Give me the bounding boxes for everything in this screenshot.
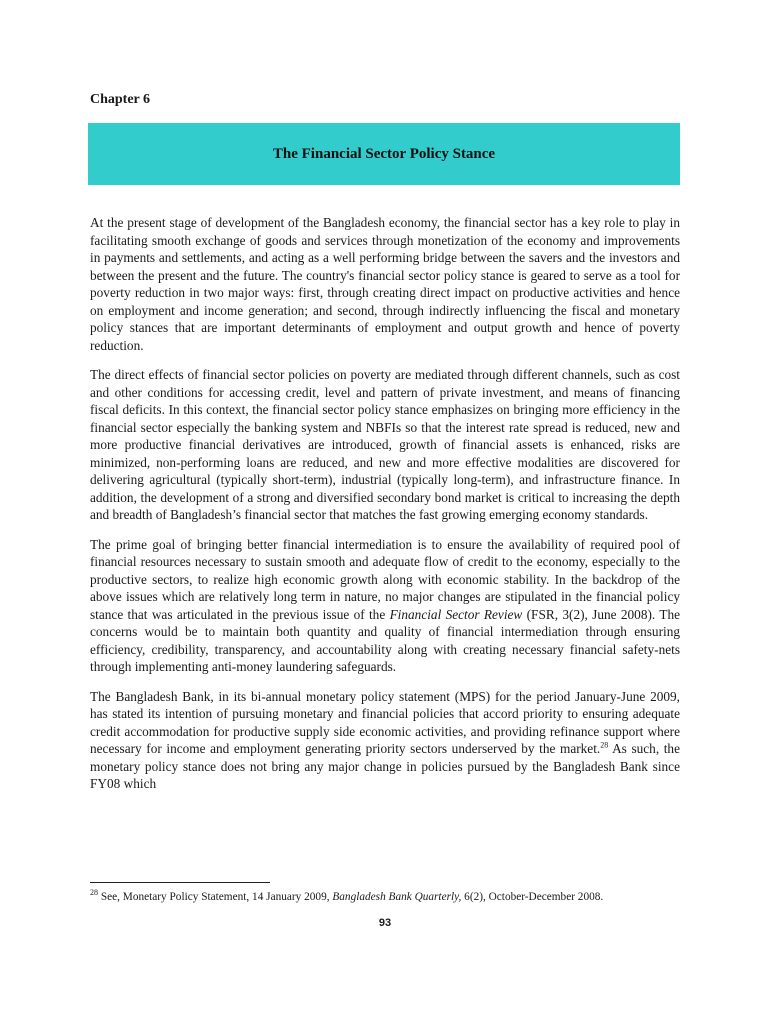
paragraph-4-text-b: As such, the monetary policy stance does not bring any major change in policies pursued by the Bangladesh Bank since FY08 which [90,741,680,791]
footnote-text-b: 6(2), October-December 2008. [461,891,604,903]
paragraph-3-text-a: The prime goal of bringing better financial intermediation is to ensure the availability of required pool of financial resources necessary to sustain smooth and adequate flow of credit to the economy, especially to the productive sectors, to realize high economic growth along with economic stability. In the backdrop of the above issues which are relatively long term in nature, no major changes are stipulated in the financial policy stance that was articulated in the previous issue of the [90,536,680,622]
footnote-text-a: See, Monetary Policy Statement, 14 January 2009, [98,891,333,903]
footnote-italic-source: Bangladesh Bank Quarterly, [332,891,462,903]
footnote-reference[interactable]: 28 [600,740,609,750]
paragraph-3-italic-title: Financial Sector Review [389,606,523,622]
chapter-title: The Financial Sector Policy Stance [272,145,496,162]
footnote [90,890,680,904]
footnote-divider [90,882,270,883]
paragraph-1: At the present stage of development of the Bangladesh economy, the financial sector has a key role to play in facilitating smooth exchange of goods and services through monetization of the economy and improvements in payments and settlements, and acting as a well performing bridge between the savers and the investors and between the present and the future. The country's financial sector policy stance is geared to serve as a tool for poverty reduction in two major ways: first, through creating direct impact on productive activities and hence on employment and income generation; and second, through indirectly influencing the fiscal and monetary policy stances that are important determinants of employment and output growth and hence of poverty reduction. [90,215,680,353]
paragraph-4 [90,688,680,793]
paragraph-4-text-a: The Bangladesh Bank, in its bi-annual monetary policy statement (MPS) for the period January-June 2009, has stated its intention of pursuing monetary and financial policies that accord priority to ensuring adequate credit accommodation for productive supply side economic activities, and providing refinance support where necessary for income and employment generating priority sectors underserved by the market. [90,688,680,756]
footnote-number: 28 [90,888,98,898]
chapter-label: Chapter 6 [90,92,151,107]
body-text [90,214,680,793]
paragraph-3 [90,536,680,676]
paragraph-3-text-b: (FSR, 3(2), June 2008). The concerns would be to maintain both quantity and quality of financial intermediation through ensuring efficiency, credibility, transparency, and accountability along with creating necessary financial safety-nets through implementing anti-money laundering safeguards. [90,606,680,674]
page-number: 93 [378,917,392,929]
paragraph-2: The direct effects of financial sector policies on poverty are mediated through different channels, such as cost and other conditions for accessing credit, level and pattern of private investment, and means of financing fiscal deficits. In this context, the financial sector policy stance emphasizes on bringing more efficiency in the financial sector especially the banking system and NBFIs so that the interest rate spread is reduced, new and more productive financial derivatives are introduced, growth of financial assets is enhanced, risks are minimized, non-performing loans are reduced, and new and more effective modalities are discovered for delivering agricultural (typically short-term), industrial (typically long-term), and infrastructure finance. In addition, the development of a strong and diversified secondary bond market is critical to increasing the depth and breadth of Bangladesh’s financial sector that matches the fast growing emerging economy standards. [90,367,680,522]
title-banner [88,123,680,185]
